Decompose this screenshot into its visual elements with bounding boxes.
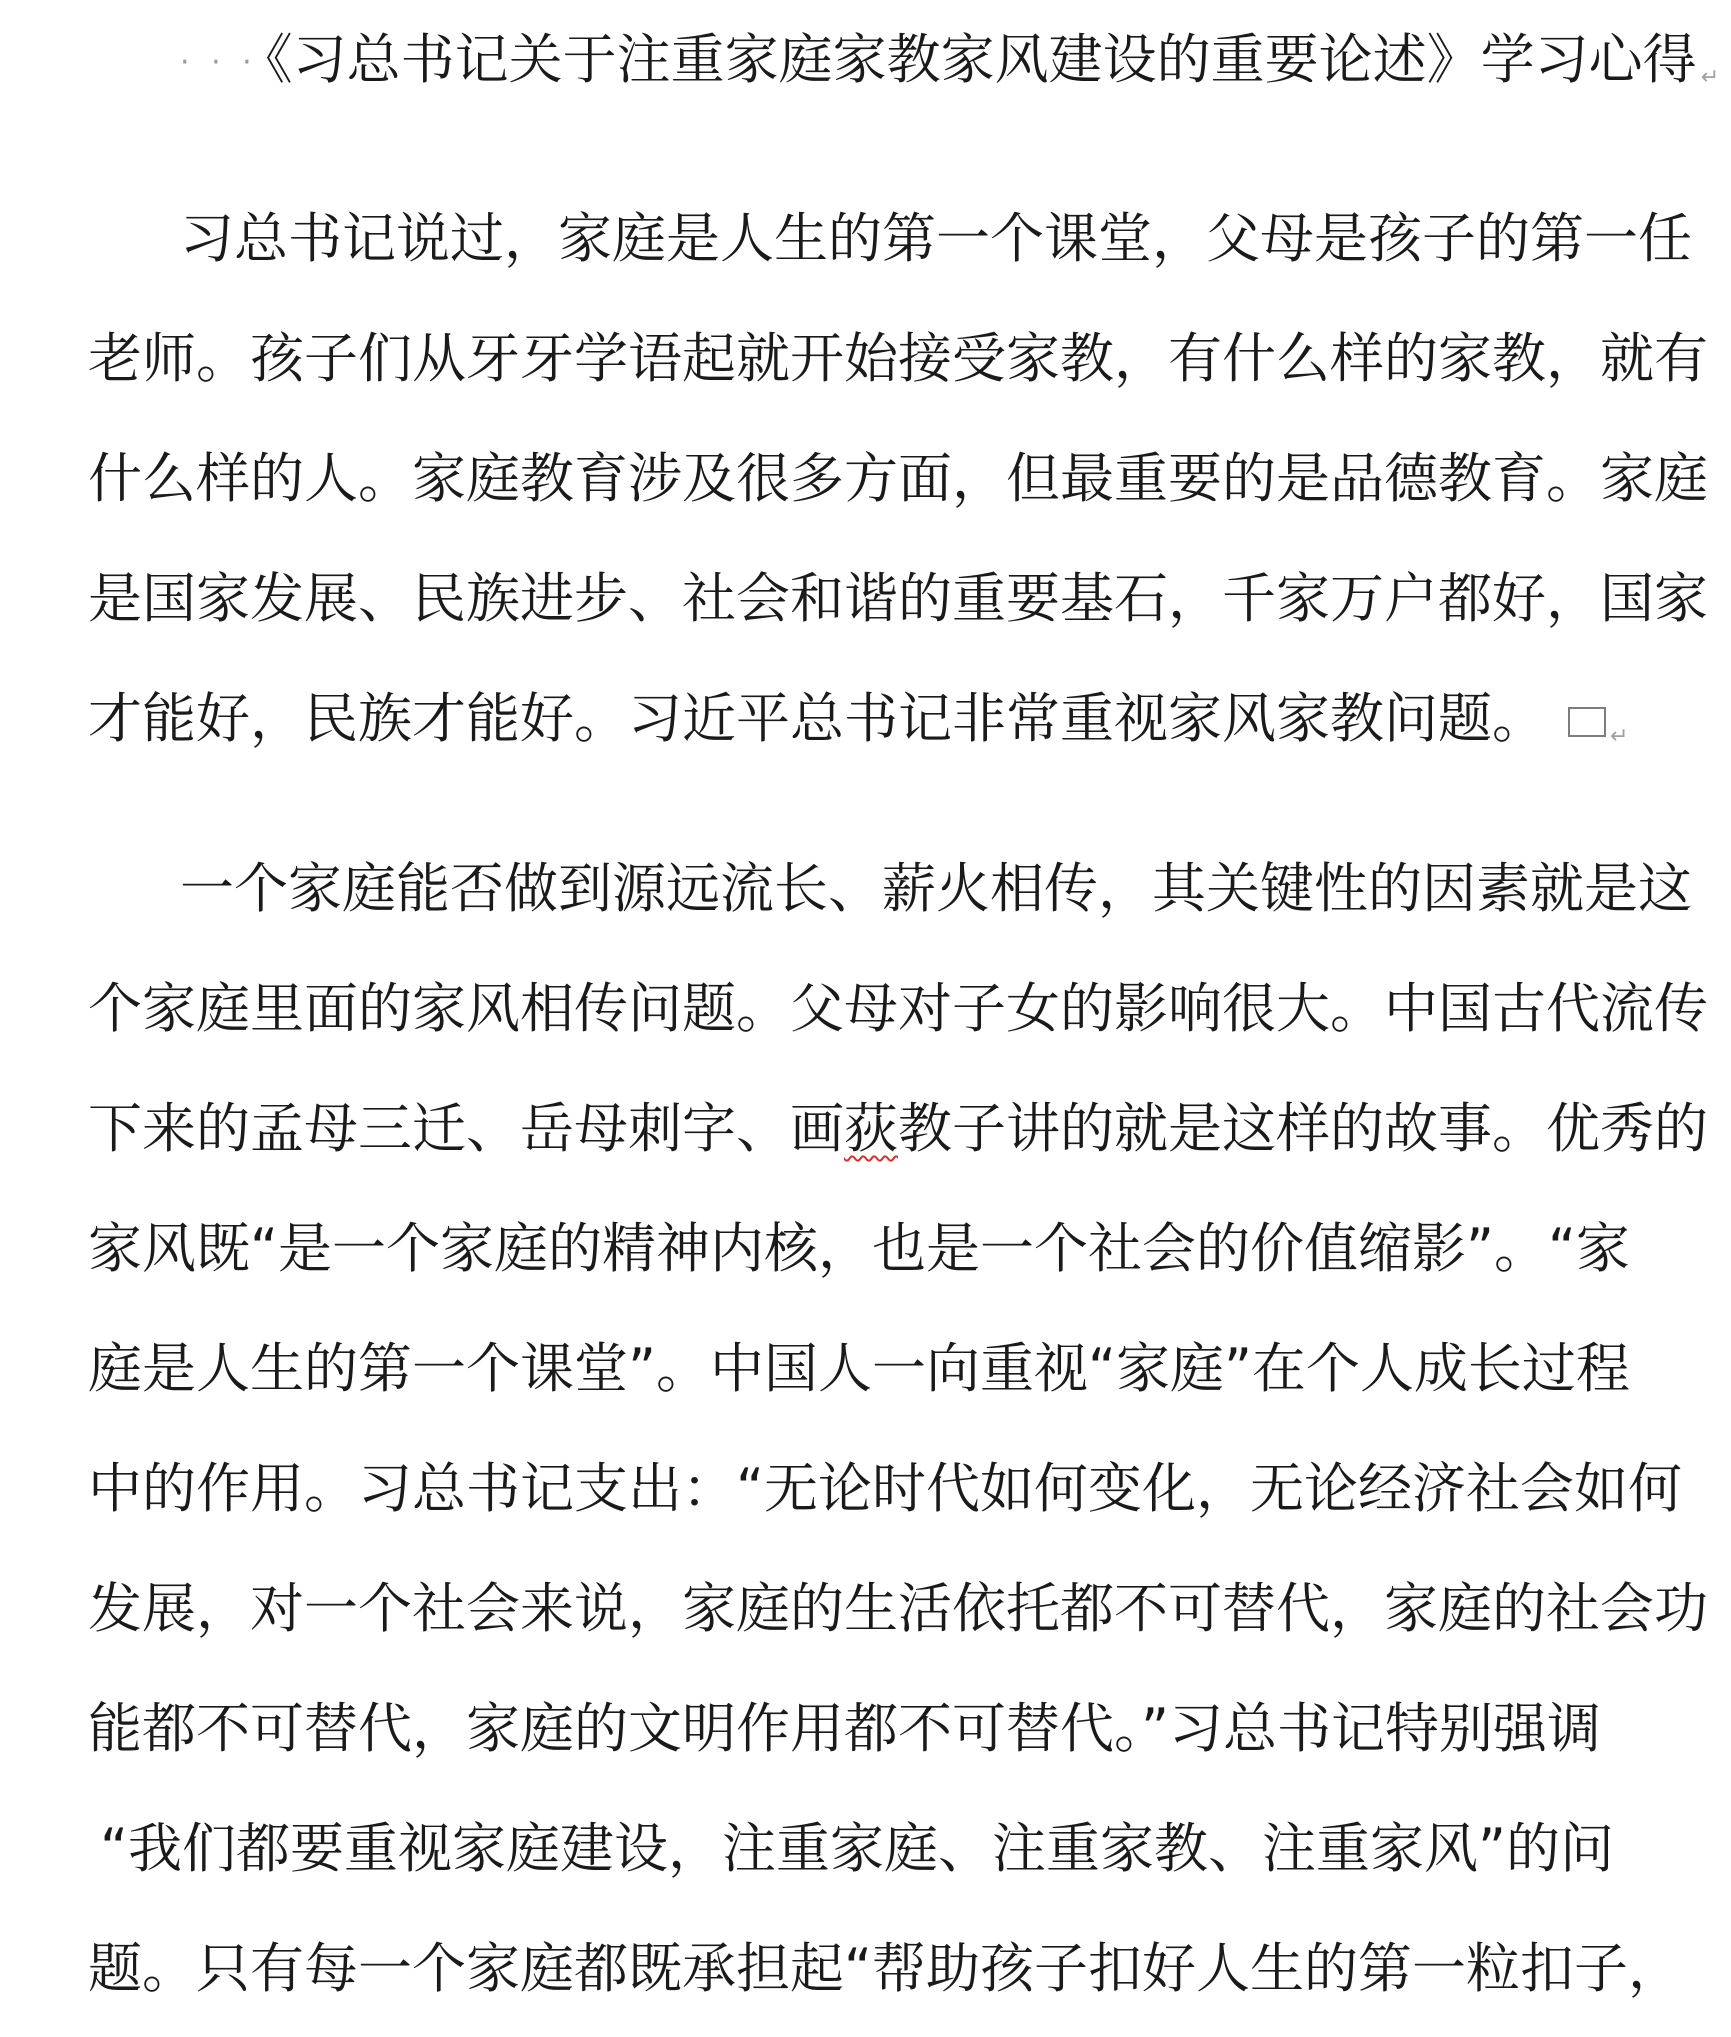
title-text: 《习总书记关于注重家庭家教家风建设的重要论述》学习心得	[265, 28, 1697, 91]
document-title	[180, 30, 1719, 108]
paragraph-mark-icon: ↵	[1700, 65, 1720, 90]
paragraph-2-line-4: 家风既“是一个家庭的精神内核，也是一个社会的价值缩影”。“家	[88, 1217, 1630, 1280]
paragraph-2-line-9: “我们都要重视家庭建设，注重家庭、注重家教、注重家风”的问	[100, 1817, 1614, 1880]
paragraph-1-line-5	[88, 689, 1628, 767]
paragraph-2-line-1: 一个家庭能否做到源远流长、薪火相传，其关键性的因素就是这	[180, 857, 1692, 920]
paragraph-1-line-4: 是国家发展、民族进步、社会和谐的重要基石，千家万户都好，国家	[88, 567, 1708, 630]
paragraph-1-line-5-text: 才能好，民族才能好。习近平总书记非常重视家风家教问题。	[88, 687, 1546, 750]
paragraph-2-line-2: 个家庭里面的家风相传问题。父母对子女的影响很大。中国古代流传	[88, 977, 1708, 1040]
paragraph-2-line-7: 发展，对一个社会来说，家庭的生活依托都不可替代，家庭的社会功	[88, 1577, 1708, 1640]
spellcheck-misspelled-word[interactable]: 荻	[844, 1097, 898, 1160]
paragraph-2-line-6: 中的作用。习总书记支出：“无论时代如何变化，无论经济社会如何	[88, 1457, 1682, 1520]
paragraph-1-line-1: 习总书记说过，家庭是人生的第一个课堂，父母是孩子的第一任	[180, 207, 1692, 270]
object-placeholder-icon	[1568, 707, 1606, 737]
paragraph-1-line-3: 什么样的人。家庭教育涉及很多方面，但最重要的是品德教育。家庭	[88, 447, 1708, 510]
paragraph-2-line-3-part-2: 教子讲的就是这样的故事。优秀的	[898, 1097, 1708, 1160]
paragraph-2-line-10: 题。只有每一个家庭都既承担起“帮助孩子扣好人生的第一粒扣子，	[88, 1937, 1682, 2000]
paragraph-mark-icon: ↵	[1610, 724, 1629, 749]
paragraph-1-line-2: 老师。孩子们从牙牙学语起就开始接受家教，有什么样的家教，就有	[88, 327, 1708, 390]
paragraph-2-line-5: 庭是人生的第一个课堂”。中国人一向重视“家庭”在个人成长过程	[88, 1337, 1630, 1400]
title-leading-dots: · · ·	[180, 45, 258, 81]
paragraph-2-line-8: 能都不可替代，家庭的文明作用都不可替代。”习总书记特别强调	[88, 1697, 1601, 1760]
paragraph-2-line-3-part-1: 下来的孟母三迁、岳母刺字、画	[88, 1097, 844, 1160]
paragraph-2-line-3	[88, 1099, 1708, 1159]
